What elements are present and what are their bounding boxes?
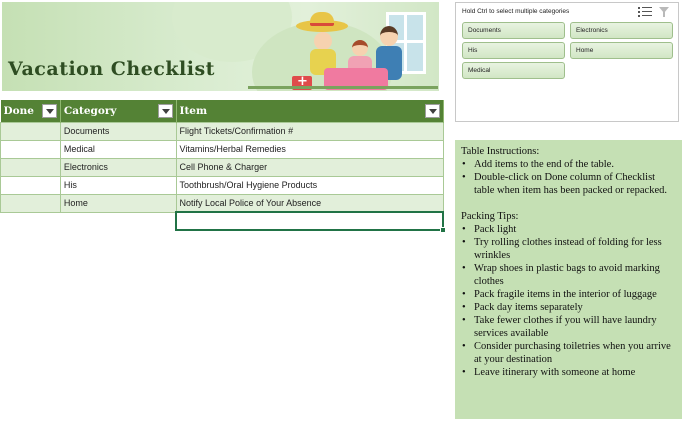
- spacer: [461, 197, 676, 210]
- column-header-label: Item: [179, 104, 208, 117]
- column-header-done[interactable]: [1, 100, 61, 122]
- clear-filter-icon[interactable]: [658, 6, 672, 18]
- checklist-table: [0, 100, 444, 231]
- column-header-category[interactable]: [60, 100, 176, 122]
- table-row: [1, 158, 444, 176]
- table-row-new: [1, 212, 444, 230]
- done-cell[interactable]: [1, 140, 61, 158]
- done-cell[interactable]: [1, 176, 61, 194]
- slicer-button-documents[interactable]: Documents: [462, 22, 565, 39]
- filter-dropdown-icon[interactable]: [42, 104, 57, 118]
- table-row: [1, 122, 444, 140]
- list-item: • Pack day items separately: [461, 301, 676, 314]
- child-illustration: [352, 40, 368, 56]
- table-row: [1, 194, 444, 212]
- packing-tips-heading: Packing Tips:: [461, 211, 519, 222]
- list-item: • Try rolling clothes instead of folding for less wrinkles: [461, 236, 676, 262]
- category-cell[interactable]: His: [60, 176, 176, 194]
- done-cell[interactable]: [1, 122, 61, 140]
- sun-hat-illustration: [310, 12, 334, 26]
- floor-line: [248, 86, 438, 89]
- empty-cell[interactable]: [1, 212, 61, 230]
- table-row: [1, 176, 444, 194]
- slicer-button-medical[interactable]: Medical: [462, 62, 565, 79]
- selected-cell[interactable]: [176, 212, 443, 230]
- list-item: • Wrap shoes in plastic bags to avoid marking clothes: [461, 262, 676, 288]
- item-cell[interactable]: Flight Tickets/Confirmation #: [176, 122, 443, 140]
- done-cell[interactable]: [1, 158, 61, 176]
- list-item: • Pack fragile items in the interior of luggage: [461, 288, 676, 301]
- list-item: • Take fewer clothes if you will have laundry services available: [461, 314, 676, 340]
- table-row: [1, 140, 444, 158]
- filter-dropdown-icon[interactable]: [425, 104, 440, 118]
- column-header-item[interactable]: [176, 100, 443, 122]
- instructions-panel: [455, 140, 682, 419]
- fill-handle[interactable]: [440, 227, 446, 233]
- column-header-label: Done: [3, 104, 34, 117]
- list-item: • Pack light: [461, 223, 676, 236]
- list-item: • Double-click on Done column of Checklist table when item has been packed or repacked.: [461, 171, 676, 197]
- category-cell[interactable]: Electronics: [60, 158, 176, 176]
- list-item: • Add items to the end of the table.: [461, 158, 676, 171]
- category-cell[interactable]: Medical: [60, 140, 176, 158]
- table-instructions-heading: Table Instructions:: [461, 146, 540, 157]
- slicer-button-his[interactable]: His: [462, 42, 565, 59]
- item-cell[interactable]: Notify Local Police of Your Absence: [176, 194, 443, 212]
- slicer-title: Hold Ctrl to select multiple categories: [462, 8, 570, 15]
- table-header-row: [1, 100, 444, 122]
- man-illustration: [380, 26, 398, 46]
- category-cell[interactable]: Home: [60, 194, 176, 212]
- category-slicer: [455, 2, 679, 122]
- filter-dropdown-icon[interactable]: [158, 104, 173, 118]
- empty-cell[interactable]: [60, 212, 176, 230]
- list-item: • Leave itinerary with someone at home: [461, 366, 676, 379]
- slicer-button-home[interactable]: Home: [570, 42, 673, 59]
- column-header-label: Category: [63, 104, 117, 117]
- category-cell[interactable]: Documents: [60, 122, 176, 140]
- item-cell[interactable]: Vitamins/Herbal Remedies: [176, 140, 443, 158]
- list-item: • Consider purchasing toiletries when you arrive at your destination: [461, 340, 676, 366]
- done-cell[interactable]: [1, 194, 61, 212]
- multi-select-icon[interactable]: [638, 6, 652, 18]
- banner: [2, 2, 439, 91]
- page-title: Vacation Checklist: [8, 58, 215, 80]
- item-cell[interactable]: Cell Phone & Charger: [176, 158, 443, 176]
- woman-illustration: [314, 32, 332, 50]
- slicer-button-electronics[interactable]: Electronics: [570, 22, 673, 39]
- packing-tips-list: [461, 223, 676, 379]
- item-cell[interactable]: Toothbrush/Oral Hygiene Products: [176, 176, 443, 194]
- table-instructions-list: [461, 158, 676, 197]
